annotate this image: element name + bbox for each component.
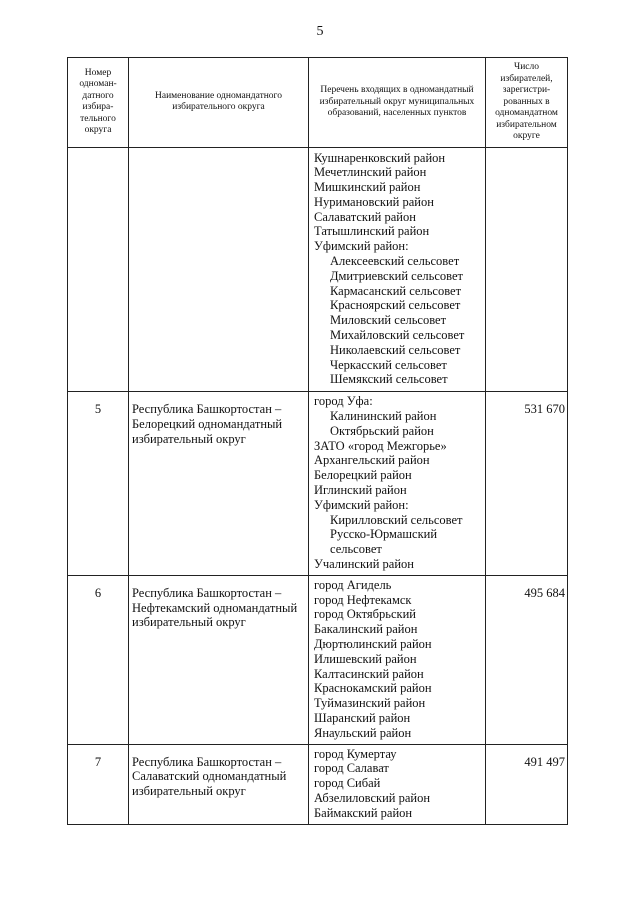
districts-table bbox=[67, 57, 568, 825]
territory-item: Архангельский район bbox=[314, 453, 430, 468]
table-body bbox=[68, 147, 568, 824]
territory-item: Шаранский район bbox=[314, 710, 411, 725]
territory-subitem: Русско-Юрмашский bbox=[330, 527, 438, 542]
territory-item: Иглинский район bbox=[314, 483, 407, 498]
territory-item: Кушнаренковский район bbox=[314, 150, 446, 165]
territory-item: Бакалинский район bbox=[314, 622, 418, 637]
territory-item: город Кумертау bbox=[314, 746, 397, 761]
territory-item: Салаватский район bbox=[314, 209, 416, 224]
district-territory-list bbox=[309, 147, 486, 392]
header-name: Наименование одномандатного избирательного округа bbox=[129, 58, 309, 148]
page-number: 5 bbox=[316, 24, 324, 39]
table-header-row bbox=[68, 58, 568, 148]
territory-item: город Уфа: bbox=[314, 394, 373, 409]
territory-subitem: Кирилловский сельсовет bbox=[330, 512, 463, 527]
territory-subitem: Кармасанский сельсовет bbox=[330, 283, 462, 298]
territory-item: Янаульский район bbox=[314, 725, 412, 740]
territory-subitem: Калининский район bbox=[330, 409, 437, 424]
territory-item: Абзелиловский район bbox=[314, 790, 431, 805]
territory-subitem: Алексеевский сельсовет bbox=[330, 254, 460, 269]
header-voters: Число избирателей, зарегистри-рованных в одномандатном избирательном округе bbox=[486, 58, 568, 148]
territory-item: Илишевский район bbox=[314, 651, 417, 666]
territory-item: Краснокамский район bbox=[314, 681, 432, 696]
table-row bbox=[68, 575, 568, 744]
territory-subitem: Красноярский сельсовет bbox=[330, 298, 461, 313]
territory-subitem: Дмитриевский сельсовет bbox=[330, 268, 464, 283]
district-number: 6 bbox=[68, 575, 129, 744]
territory-item: город Салават bbox=[314, 761, 389, 776]
district-number bbox=[68, 147, 129, 392]
territory-item: Калтасинский район bbox=[314, 666, 424, 681]
territory-item: город Октябрьский bbox=[314, 607, 416, 622]
territory-subitem: сельсовет bbox=[330, 542, 382, 557]
district-name: Республика Башкортостан – Белорецкий одномандатный избирательный округ bbox=[129, 392, 309, 576]
voter-count bbox=[486, 147, 568, 392]
header-list: Перечень входящих в одномандатный избирательный округ муниципальных образований, населенных пунктов bbox=[309, 58, 486, 148]
territory-subitem: Октябрьский район bbox=[330, 423, 434, 438]
table-row bbox=[68, 744, 568, 824]
district-name: Республика Башкортостан – Салаватский одномандатный избирательный округ bbox=[129, 744, 309, 824]
district-territory-list bbox=[309, 575, 486, 744]
territory-item: город Сибай bbox=[314, 776, 381, 791]
territory-subitem: Николаевский сельсовет bbox=[330, 342, 461, 357]
district-name bbox=[129, 147, 309, 392]
territory-subitem: Михайловский сельсовет bbox=[330, 328, 465, 343]
territory-item: ЗАТО «город Межгорье» bbox=[314, 438, 447, 453]
table-row bbox=[68, 147, 568, 392]
territory-subitem: Миловский сельсовет bbox=[330, 313, 447, 328]
district-name: Республика Башкортостан – Нефтекамский одномандатный избирательный округ bbox=[129, 575, 309, 744]
territory-item: Баймакский район bbox=[314, 805, 413, 820]
territory-subitem: Черкасский сельсовет bbox=[330, 357, 447, 372]
voter-count: 491 497 bbox=[486, 744, 568, 824]
territory-item: город Агидель bbox=[314, 577, 392, 592]
territory-item: Мишкинский район bbox=[314, 180, 421, 195]
territory-item: Нуримановский район bbox=[314, 194, 434, 209]
district-territory-list bbox=[309, 744, 486, 824]
territory-item: Татышлинский район bbox=[314, 224, 430, 239]
territory-item: Мечетлинский район bbox=[314, 165, 427, 180]
district-number: 5 bbox=[68, 392, 129, 576]
territory-item: Уфимский район: bbox=[314, 239, 409, 254]
voter-count: 495 684 bbox=[486, 575, 568, 744]
voter-count: 531 670 bbox=[486, 392, 568, 576]
district-territory-list bbox=[309, 392, 486, 576]
territory-item: город Нефтекамск bbox=[314, 592, 412, 607]
territory-item: Учалинский район bbox=[314, 557, 414, 572]
territory-item: Уфимский район: bbox=[314, 497, 409, 512]
district-number: 7 bbox=[68, 744, 129, 824]
header-number: Номер одноман-датного избира-тельного округа bbox=[68, 58, 129, 148]
territory-item: Белорецкий район bbox=[314, 468, 412, 483]
table-row bbox=[68, 392, 568, 576]
territory-subitem: Шемякский сельсовет bbox=[330, 372, 448, 387]
territory-item: Дюртюлинский район bbox=[314, 637, 432, 651]
territory-item: Туймазинский район bbox=[314, 696, 426, 711]
